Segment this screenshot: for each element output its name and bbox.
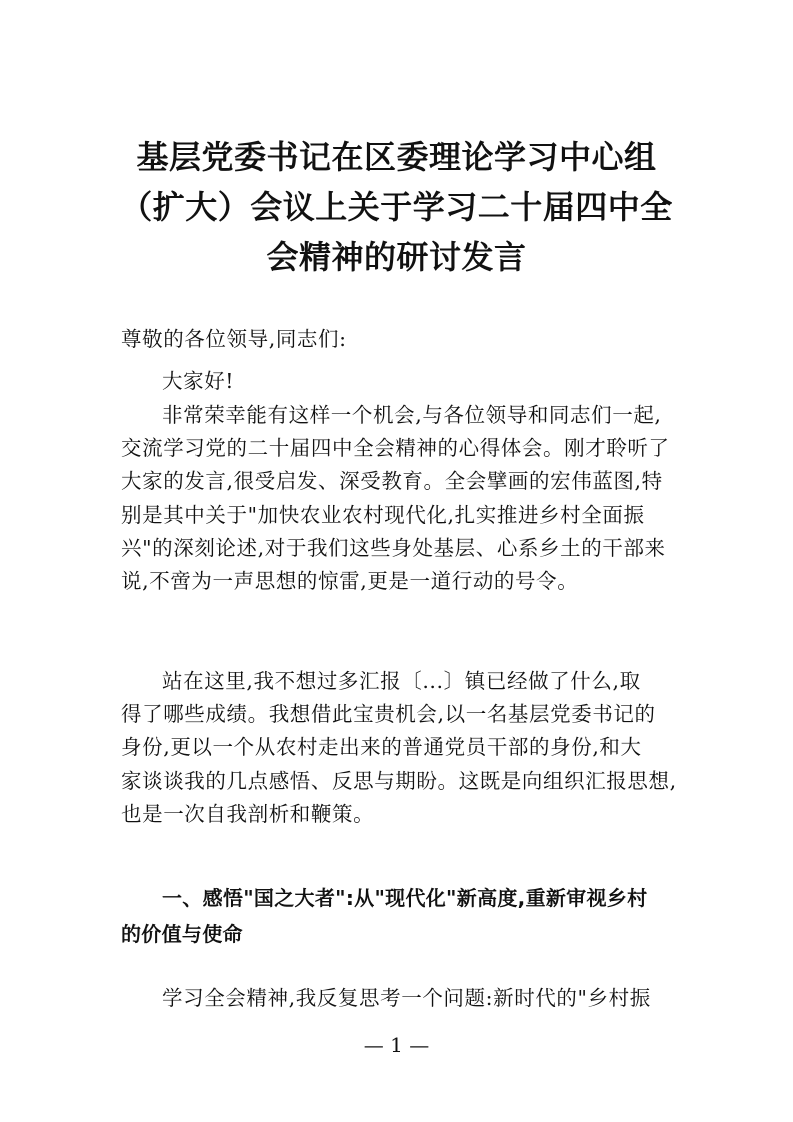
page-number: — 1 — — [363, 1033, 430, 1057]
heading-line-1: 一、感悟"国之大者":从"现代化"新高度,重新审视乡村 — [162, 886, 648, 910]
greeting: 大家好! — [162, 369, 235, 393]
paragraph-line: 得了哪些成绩。我想借此宝贵机会,以一名基层党委书记的 — [121, 702, 656, 727]
paragraph-2 — [121, 665, 677, 831]
title-line-1: 基层党委书记在区委理论学习中心组 — [136, 138, 657, 176]
paragraph-line: 身份,更以一个从农村走出来的普通党员干部的身份,和大 — [121, 735, 642, 760]
paragraph-line: 大家的发言,很受启发、深受教育。全会擘画的宏伟蓝图,特 — [121, 469, 663, 494]
paragraph-1 — [121, 399, 673, 598]
heading-line-2: 的价值与使命 — [121, 922, 243, 946]
title-line-3: 会精神的研讨发言 — [266, 238, 527, 276]
section-heading-1 — [121, 880, 681, 952]
paragraph-line: 别是其中关于"加快农业农村现代化,扎实推进乡村全面振 — [121, 502, 645, 527]
paragraph-3 — [121, 982, 673, 1015]
paragraph-line: 兴"的深刻论述,对于我们这些身处基层、心系乡土的干部来 — [121, 535, 666, 560]
salutation: 尊敬的各位领导,同志们: — [121, 327, 347, 351]
paragraph-line: 站在这里,我不想过多汇报〔...〕镇已经做了什么,取 — [162, 669, 641, 693]
paragraph-line: 交流学习党的二十届四中全会精神的心得体会。刚才聆听了 — [121, 436, 670, 461]
paragraph-line: 学习全会精神,我反复思考一个问题:新时代的"乡村振 — [162, 986, 651, 1010]
paragraph-line: 家谈谈我的几点感悟、反思与期盼。这既是向组织汇报思想, — [121, 768, 677, 793]
document-title — [100, 132, 693, 282]
paragraph-line: 说,不啻为一声思想的惊雷,更是一道行动的号令。 — [121, 569, 579, 594]
paragraph-line: 非常荣幸能有这样一个机会,与各位领导和同志们一起, — [162, 403, 662, 427]
title-line-2: （扩大）会议上关于学习二十届四中全 — [120, 188, 673, 226]
paragraph-line: 也是一次自我剖析和鞭策。 — [121, 801, 375, 826]
